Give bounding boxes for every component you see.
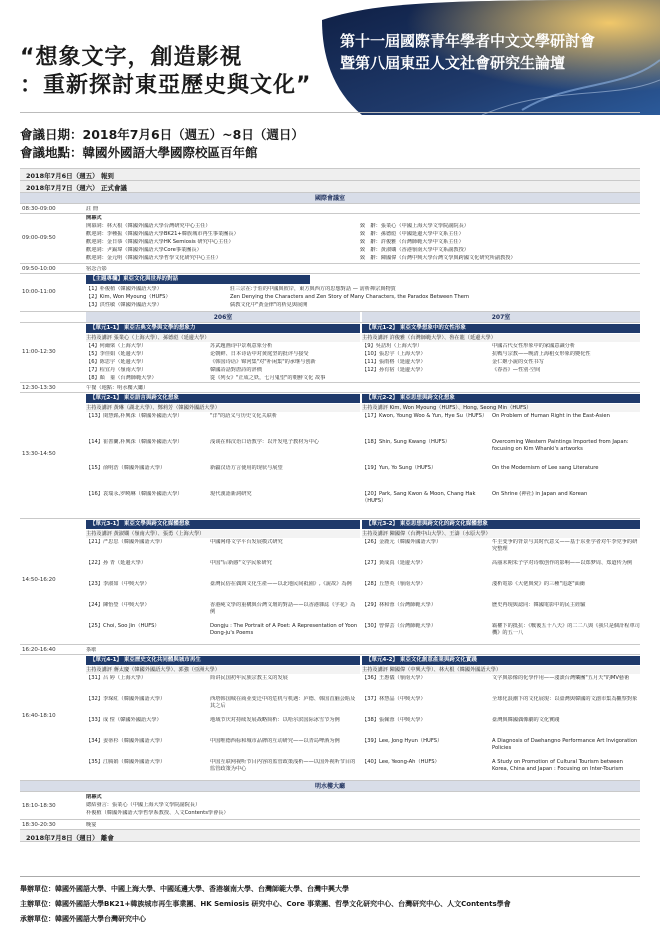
presenter: 【16】袁瑞永,罗曉琳（韓國外國語大學） xyxy=(86,491,183,497)
address-speech: 致 辭：陳國偉（台灣中興大學台灣文學與跨國文化研究所副教授） xyxy=(360,255,516,261)
day-label: 2018年7月6日（週五） 報到 xyxy=(26,172,114,180)
session-chair-left: 主持及講評 黃淑嫻（嶺南大學）、張勇（上海大學） xyxy=(86,530,360,538)
session-chair-left: 主持及講評 黃琳（湖北大學）、鄭莉芳（韓國外國語大學） xyxy=(86,404,360,412)
presenter: 【15】俞明浩（韓國外國語大學） xyxy=(86,465,166,471)
time-cell: 09:50-10:00 xyxy=(22,266,56,272)
presenter: 【30】曾偉芸（台灣師範大學） xyxy=(362,623,437,629)
opening-title: 開幕式 xyxy=(86,215,102,221)
session-title-right: 【單元4-2】 東亞文化創意產業與跨文化實踐 xyxy=(362,656,640,665)
welcome-speech: 歡迎詞：金元明（韓國外國語大學哲學文化研究中心主任） xyxy=(86,255,221,261)
time-cell: 16:20-16:40 xyxy=(22,647,56,653)
paper-title: 中国唯德西标和城市品牌的互动研究——以青岛啤酒为例 xyxy=(210,738,340,744)
footer-divider xyxy=(20,876,640,877)
day-row-1 xyxy=(20,168,640,180)
paper-title: 臺灣民俗在偶與文化生產——以北地民间祗園》,《說故》為例 xyxy=(210,581,352,587)
session-3-row xyxy=(20,518,640,644)
paper-title: Dongju : The Portrait of A Poet: A Representation of Yoon Dong-ju's Poems xyxy=(210,623,358,636)
activity-cell: 宿念合影 xyxy=(86,266,107,272)
paper-title: 中国"后新感"文学民象研究 xyxy=(210,560,272,566)
presenter: 【10】張思宇（上海大學） xyxy=(362,351,426,357)
activity-cell: 茶歇 xyxy=(86,647,97,653)
keynote-speaker: 【3】洪性敏（韓國外國語大學） xyxy=(86,302,162,308)
paper-title: 歷史再現與認同：韓國電影中的民主經驗 xyxy=(492,602,586,608)
undertaker-units: 承辦單位：韓國外國語大學台灣研究中心 xyxy=(20,915,146,923)
paper-title: 從《列女》"正成之妖，七月鬼望"的朝鮮文化 故事 xyxy=(210,375,326,381)
paper-title: 《韩国诗话》锦河集"对"补闲集"的承继与创新 xyxy=(210,359,316,365)
presenter: 【39】Lee, Jong Hyun（HUFS） xyxy=(362,738,443,744)
presenter: 【36】王惠儀（嶺南大學） xyxy=(362,675,426,681)
presenter: 【38】張佩蓉（中興大學） xyxy=(362,717,426,723)
keynote-topic: Zen Denying the Characters and Zen Story of Many Characters, the Paradox Between Them xyxy=(230,294,470,300)
presenter: 【6】陈思宇（延邊大學） xyxy=(86,359,147,365)
time-cell: 18:10-18:30 xyxy=(22,803,56,809)
registration-row xyxy=(20,203,640,213)
session-chair-right: 主持及講評 許俊雅（台灣師範大學）、魯在龍（延邊大學） xyxy=(362,334,640,342)
session-chair-right: 主持及講評 陳國偉（台灣中山大學）、王濤（水原大學） xyxy=(362,530,640,538)
presenter: 【28】丘慧英（嶺南大學） xyxy=(362,581,426,587)
paper-title: 霸權下的抵抗：《戰後五十八天》的二二八與《我只是個計程車司機》的五一八 xyxy=(492,623,640,636)
session-1-row xyxy=(20,322,640,382)
keynote-topic: 莊三宗在:于莊的中國與彼岸，東方與西方的思想對話 — 訪析禪宗與物質 xyxy=(230,286,396,292)
presenter: 【22】孙 青（延邊大學） xyxy=(86,560,147,566)
session-chair-left: 主持及講評 張業心（上海大學）、孫德彪（延邊大學） xyxy=(86,334,360,342)
paper-title: 地域节庆对持续发展战略简析：以哈尔滨国际冰雪节为例 xyxy=(210,717,340,723)
presenter: 【17】Kwon, Young Woo & Yun, Hye Su（HUFS） xyxy=(362,413,488,419)
keynote-title: 【主題專欄】東亞文化與世界的對話 xyxy=(86,275,310,284)
paper-title: 金仁姬小說的女性书写 xyxy=(492,359,544,365)
closing-line: 朴俊植（韓國外國語大學哲學系教授、人文Contents學會長） xyxy=(86,810,229,816)
presenter: 【5】李佳娟（延邊大學） xyxy=(86,351,147,357)
session-title-left: 【單元2-1】 東亞語言與跨文化想象 xyxy=(86,394,360,403)
presenter: 【25】Choi, Soo Jin（HUFS） xyxy=(86,623,160,629)
paper-title: 抗戰与宗教——晚清上海租女形象的變化性 xyxy=(492,351,591,357)
paper-title: 西塔韩国城在商业变迁中的危机与机遇：庐德、韩国首脑会晤及其之后 xyxy=(210,696,356,709)
presenter: 【21】严思思（韓國外國語大學） xyxy=(86,539,166,545)
paper-title: "洋"的語义与历史文化关联析 xyxy=(210,413,278,419)
presenter: 【31】吕 婷（上海大學） xyxy=(86,675,147,681)
hall-label: 明水樓大廳 xyxy=(20,781,640,791)
presenter: 【29】林和蓉（台灣師範大學） xyxy=(362,602,437,608)
time-cell: 10:00-11:00 xyxy=(22,289,56,295)
room-206: 206室 xyxy=(86,312,360,322)
photo-row xyxy=(20,263,640,273)
presenter: 【4】何爾梁（上海大學） xyxy=(86,343,147,349)
time-cell: 12:30-13:30 xyxy=(22,385,56,391)
paper-title: On Problem of Human Right in the East-Asien xyxy=(492,413,610,419)
paper-title: 淺析電影《大佬與愛》的三種"追逐"面衝 xyxy=(492,581,585,587)
closing-line: 總結發言：張業心（中國上海大學文學院副院長） xyxy=(86,802,201,808)
hall2-row xyxy=(20,780,640,791)
hall-label: 國際會議室 xyxy=(20,193,640,203)
paper-title: 新疆汉语方言使用的现状与展望 xyxy=(210,465,283,471)
session-title-left: 【單元3-1】 東亞文學與跨文化媒體想象 xyxy=(86,520,360,529)
presenter: 【37】林慧晶（中興大學） xyxy=(362,696,426,702)
closing-title: 閉幕式 xyxy=(86,794,102,800)
time-cell: 09:00-09:50 xyxy=(22,235,56,241)
poster-title-line1: “想象文字，創造影視 xyxy=(20,45,243,70)
session-title-right: 【單元2-2】 東亞思想與跨文化想象 xyxy=(362,394,640,403)
paper-title: 中國古代女性形象中的家國意識分析 xyxy=(492,343,576,349)
paper-title: 全球化浪潮下的文化展現：以臺灣與韓國的文創市集為觀察對象 xyxy=(492,696,638,702)
presenter: 【13】閔慧銘,朴興洙（韓國外國語大學） xyxy=(86,413,183,419)
paper-title: 韓國詩話對唐詩的評價 xyxy=(210,367,262,373)
paper-title: 牛圭变争的背景与其时代意义——基于东亚学者对牛李党争的研究整理 xyxy=(492,539,638,552)
presenter: 【14】崔善蘭,朴興洙（韓國外國語大學） xyxy=(86,439,183,445)
keynote-speaker: 【1】朴俊植（韓國外國語大學） xyxy=(86,286,162,292)
presenter: 【34】姜蒂杉（韓國外國語大學） xyxy=(86,738,166,744)
organizer-units: 主辦單位：韓國外國語大學BK21+韓族城市再生事業團、HK Semiosis 研究中心、Core 事業團、哲學文化研究中心、台灣研究中心、人文Contents學會 xyxy=(20,900,511,908)
paper-title: 《春香》—性別·空间 xyxy=(492,367,541,373)
session-title-left: 【單元1-1】 東亞古典文學與文學的想象力 xyxy=(86,324,360,333)
welcome-speech: 歡迎詞：金日恭（韓國外國語大學HK Semiosis 研究中心主任） xyxy=(86,239,234,245)
presenter: 【12】孙有宿（延邊大學） xyxy=(362,367,426,373)
keynote-speaker: 【2】Kim, Won Myoung（HUFS） xyxy=(86,294,171,300)
address-speech: 致 辭：許俊雅（台灣師範大學中文系主任） xyxy=(360,239,464,245)
dinner-row xyxy=(20,819,640,829)
day-row-2 xyxy=(20,180,640,192)
presenter: 【19】Yun, Yo Sung（HUFS） xyxy=(362,465,437,471)
presenter: 【8】顏 蓁（台灣師範大學） xyxy=(86,375,157,381)
session-title-right: 【單元3-2】 東亞思想與跨文化的跨文化媒體想象 xyxy=(362,520,640,529)
day-label: 2018年7月7日（週六） 正式會議 xyxy=(26,184,127,192)
session-chair-right: 主持及講評 Kim, Won Myoung（HUFS）、Hong, Seong Min（HUFS） xyxy=(362,404,640,412)
paper-title: On Shrine (神社) in Japan and Korean xyxy=(492,491,588,497)
activity-cell: 晚宴 xyxy=(86,822,97,828)
lunch-row xyxy=(20,382,640,392)
room-207: 207室 xyxy=(362,312,640,322)
time-cell: 14:50-16:20 xyxy=(22,577,56,583)
hall-row xyxy=(20,192,640,203)
presenter: 【26】金鹿元（韓國外國語大學） xyxy=(362,539,442,545)
session-chair-right: 主持及講評 陳國偉（中興大學）、林大根（韓國外國語大學） xyxy=(362,666,640,674)
time-cell: 13:30-14:50 xyxy=(22,451,56,457)
presenter: 【33】成 愷（韓國外國語大學） xyxy=(86,717,162,723)
presenter: 【40】Lee, Yeong-Ah（HUFS） xyxy=(362,759,440,765)
header-divider xyxy=(20,112,640,113)
paper-title: 臺灣與韓國偶像劇的文化實踐 xyxy=(492,717,560,723)
paper-title: 论朝鲜、日本诗话中对黄庭坚的批评与接受 xyxy=(210,351,309,357)
presenter: 【18】Shin, Sung Kwang（HUFS） xyxy=(362,439,451,445)
presenter: 【24】陳怡瑩（中興大學） xyxy=(86,602,150,608)
presenter: 【35】江腾娟（韓國外國語大學） xyxy=(86,759,166,765)
meeting-venue: 會議地點：韓國外國語大學國際校區百年館 xyxy=(20,145,258,160)
keynote-row xyxy=(20,273,640,311)
presenter: 【27】黃成真（延邊大學） xyxy=(362,560,426,566)
day-row-3 xyxy=(20,829,640,842)
presenter: 【11】張雨格（延邊大學） xyxy=(362,359,426,365)
paper-title: 中國网络文学平台发展模式研究 xyxy=(210,539,283,545)
presenter: 【7】程宜丹（嶺南大學） xyxy=(86,367,147,373)
conference-name-line1: 第十一屆國際青年學者中文文學研討會 xyxy=(340,32,596,50)
meeting-date: 會議日期：2018年7月6日（週五）~8日（週日） xyxy=(20,127,304,142)
presenter: 【20】Park, Sang Kwon & Moon, Chang Hak（HUFS） xyxy=(362,491,476,504)
activity-cell: 註 冊 xyxy=(86,206,99,212)
paper-title: 高丽末期朱子学对诗歌创作的影响——以郑梦周、郑道传为例 xyxy=(492,560,633,566)
presenter: 【9】吳詰玥（上海大學） xyxy=(362,343,423,349)
conference-name-line2: 暨第八屆東亞人文社會研究生論壇 xyxy=(340,54,566,72)
paper-title: Overcoming Western Paintings Imported from Japan: focusing on Kim Whanki's artworks xyxy=(492,439,629,452)
opening-row xyxy=(20,213,640,263)
rooms-row xyxy=(20,311,640,322)
activity-cell: 午餐（地點：明水樓大廳） xyxy=(86,385,149,391)
paper-title: A Diagnosis of Daehangno Performance Art Invigoration Policies xyxy=(492,738,638,751)
time-cell: 11:00-12:30 xyxy=(22,349,56,355)
paper-title: On the Modernism of Lee sang Literature xyxy=(492,465,599,471)
session-2-row xyxy=(20,392,640,518)
keynote-topic: 儒教文化中"黃金律"的析見與展開 xyxy=(230,302,308,308)
session-chair-left: 主持及講評 蔣太慶（韓國外國語大學）、郭強（亞洲大學） xyxy=(86,666,360,674)
welcome-speech: 歡迎詞：李種振（韓國外國語大學BK21+韓族城市再生事業團長） xyxy=(86,231,239,237)
closing-row xyxy=(20,791,640,819)
paper-title: 香港純文學的重構與台灣文壇的對話——以香港雜誌《字花》為例 xyxy=(210,602,356,615)
paper-title: 現代漢語新詞研究 xyxy=(210,491,252,497)
paper-title: 简讲民国初年民族宗教主义的发展 xyxy=(210,675,288,681)
paper-title: 中国互联网视听节目内容的监管政策浅析——以国外视听节目的监管政策为中心 xyxy=(210,759,356,772)
session-4-row xyxy=(20,654,640,780)
day-label: 2018年7月8日（週日） 離會 xyxy=(26,834,114,842)
time-cell: 16:40-18:10 xyxy=(22,713,56,719)
address-speech: 致 辭：張業心（中國上海大學文學院副院長） xyxy=(360,223,469,229)
address-speech: 致 辭：黃淑嫻（香港嶺南大學中文系副教授） xyxy=(360,247,469,253)
session-title-left: 【單元4-1】 東亞歷史文化共同體與城市再生 xyxy=(86,656,360,665)
host-units: 舉辦單位：韓國外國語大學、中國上海大學、中國延邊大學、香港嶺南大學、台灣師範大學、台灣中興大學 xyxy=(20,885,349,893)
presenter: 【23】李淑如（中興大學） xyxy=(86,581,150,587)
welcome-speech: 歡迎詞：尹錫瑋（韓國外國語大學Core事業團長） xyxy=(86,247,202,253)
paper-title: 浅谈在韩汉语口语教学：以开发电子教材为中心 xyxy=(210,439,319,445)
time-cell: 08:30-09:00 xyxy=(22,206,56,212)
paper-title: A Study on Promotion of Cultural Tourism between Korea, China and Japan : Focusing on Inter-Tourism xyxy=(492,759,624,772)
paper-title: 苏武题画诗中景观意象分析 xyxy=(210,343,273,349)
schedule-table xyxy=(20,168,640,842)
presenter: 【32】李琛紅（韓國外國語大學） xyxy=(86,696,166,702)
conference-banner xyxy=(322,0,660,115)
opening-speech: 開幕詞：林大根（韓國外國語大學台灣研究中心主任） xyxy=(86,223,211,229)
session-title-right: 【單元1-2】 東亞文學想象中的女性形象 xyxy=(362,324,640,333)
address-speech: 致 辭：孫德彪（中國延邊大學中文系主任） xyxy=(360,231,464,237)
poster-title-line2: ：重新探討東亞歷史與文化” xyxy=(20,73,312,98)
tea-row xyxy=(20,644,640,654)
time-cell: 18:30-20:30 xyxy=(22,822,56,828)
paper-title: 文字與影像的化學作用——淺談台灣樂團"五月天"的MV藝術 xyxy=(492,675,630,681)
